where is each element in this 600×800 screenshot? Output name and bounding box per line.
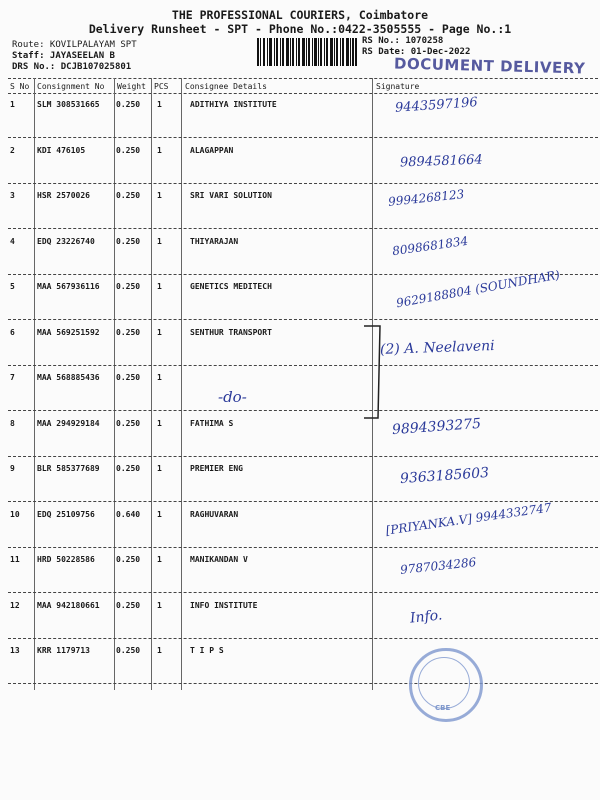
row-pieces: 1 [157,509,162,519]
column-divider [34,78,35,690]
row-pieces: 1 [157,236,162,246]
row-pieces: 1 [157,100,162,109]
row-pieces: 1 [157,555,162,564]
row-signature: 9894581664 [399,152,483,170]
row-serial-number: 11 [10,555,20,564]
staff-label: Staff: JAYASEELAN B [12,51,115,61]
barcode-image [257,38,357,66]
drs-label: DRS No.: DCJB107025801 [12,62,132,72]
row-pieces: 1 [157,373,162,382]
row-consignment-number: EDQ 23226740 [37,236,95,246]
row-pieces: 1 [157,327,162,337]
runsheet-title: Delivery Runsheet - SPT - Phone No.:0422-3505555 - Page No.:1 [88,22,512,36]
ditto-mark: -do- [218,388,247,406]
rs-date: RS Date: 01-Dec-2022 [362,47,471,57]
row-consignment-number: HRD 50228586 [37,555,95,564]
row-serial-number: 12 [10,600,20,610]
column-divider [181,78,182,690]
company-title: THE PROFESSIONAL COURIERS, Coimbatore [171,8,429,22]
row-pieces: 1 [157,145,162,155]
row-signature: 8098681834 [391,233,469,258]
row-serial-number: 10 [10,509,20,519]
table-header-rule [8,93,598,94]
row-serial-number: 1 [10,100,15,109]
bracket-mark [360,322,390,422]
row-separator [8,592,598,593]
document-delivery-stamp: DOCUMENT DELIVERY [393,54,586,78]
row-consignee: PREMIER ENG [190,464,243,473]
row-consignee: MANIKANDAN V [190,555,248,564]
row-signature: (2) A. Neelaveni [379,337,495,358]
row-pieces: 1 [157,282,162,291]
row-pieces: 1 [157,191,162,200]
row-pieces: 1 [157,646,162,655]
table-top-rule [8,78,598,79]
row-serial-number: 13 [10,646,20,655]
row-consignee: FATHIMA S [190,418,234,428]
row-consignment-number: SLM 308531665 [37,100,100,109]
col-header-consignment: Consignment No [37,82,105,91]
row-weight: 0.250 [116,600,141,610]
row-separator [8,547,598,548]
row-pieces: 1 [157,464,162,473]
rs-number: RS No.: 1070258 [362,36,444,46]
row-consignment-number: KDI 476105 [37,145,86,155]
row-separator [8,638,598,639]
row-consignee: SENTHUR TRANSPORT [190,327,272,337]
row-weight: 0.250 [116,327,141,337]
row-signature: 9629188804 (SOUNDHAR) [395,267,561,311]
col-header-signature: Signature [376,82,420,91]
row-serial-number: 6 [10,327,15,337]
row-consignment-number: MAA 294929184 [37,418,100,428]
route-label: Route: KOVILPALAYAM SPT [12,40,137,50]
row-separator [8,183,598,184]
row-separator [8,501,598,502]
row-consignee: SRI VARI SOLUTION [190,191,272,200]
row-consignee: ALAGAPPAN [190,145,234,155]
row-pieces: 1 [157,600,162,610]
row-consignment-number: MAA 942180661 [37,600,100,610]
row-signature: 9363185603 [399,464,490,488]
row-serial-number: 8 [10,418,15,428]
row-weight: 0.250 [116,236,141,246]
row-separator [8,228,598,229]
row-weight: 0.250 [116,464,141,473]
row-consignee: RAGHUVARAN [190,509,239,519]
row-signature: [PRIYANKA.V] 9944332747 [384,499,553,538]
row-consignment-number: KRR 1179713 [37,646,90,655]
row-separator [8,274,598,275]
row-weight: 0.250 [116,418,141,428]
row-consignment-number: MAA 568885436 [37,373,100,382]
row-separator [8,410,598,411]
row-consignment-number: HSR 2570026 [37,191,90,200]
col-header-sno: S No [10,82,30,91]
row-weight: 0.250 [116,373,141,382]
row-serial-number: 9 [10,464,15,473]
row-weight: 0.250 [116,282,141,291]
row-serial-number: 5 [10,282,15,291]
row-separator [8,137,598,138]
row-consignee: GENETICS MEDITECH [190,282,272,291]
row-separator [8,319,598,320]
row-weight: 0.250 [116,646,141,655]
row-weight: 0.250 [116,145,141,155]
row-signature: 9787034286 [399,555,477,577]
row-signature: Info. [409,606,444,627]
row-serial-number: 3 [10,191,15,200]
company-seal: CBE [409,648,483,722]
row-serial-number: 7 [10,373,15,382]
row-consignment-number: BLR 585377689 [37,464,100,473]
col-header-weight: Weight [117,82,146,91]
row-weight: 0.250 [116,100,141,109]
row-consignee: THIYARAJAN [190,236,239,246]
row-consignee: T I P S [190,646,224,655]
row-consignee: ADITHIYA INSTITUTE [190,100,277,109]
row-consignment-number: MAA 567936116 [37,282,100,291]
row-serial-number: 4 [10,236,15,246]
row-consignee: INFO INSTITUTE [190,600,258,610]
row-weight: 0.640 [116,509,141,519]
row-separator [8,683,598,684]
col-header-consignee: Consignee Details [185,82,267,91]
row-pieces: 1 [157,418,162,428]
column-divider [114,78,115,690]
row-signature: 9443597196 [394,95,479,116]
row-serial-number: 2 [10,145,15,155]
row-signature: 9994268123 [387,187,465,209]
column-divider [151,78,152,690]
row-separator [8,456,598,457]
row-signature: 9894393275 [391,415,482,438]
row-weight: 0.250 [116,555,141,564]
row-weight: 0.250 [116,191,141,200]
row-separator [8,365,598,366]
row-consignment-number: MAA 569251592 [37,327,100,337]
row-consignment-number: EDQ 25109756 [37,509,95,519]
col-header-pcs: PCS [154,82,169,91]
